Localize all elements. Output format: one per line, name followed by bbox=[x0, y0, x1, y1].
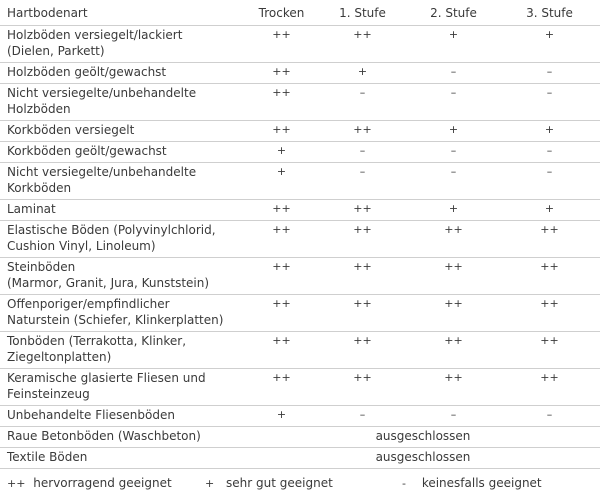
rating-level-3: – bbox=[499, 163, 600, 200]
rating-level-1: ++ bbox=[317, 26, 408, 63]
rating-level-2: + bbox=[408, 200, 499, 221]
floor-type-line: Unbehandelte Fliesenböden bbox=[7, 408, 175, 422]
floor-suitability-table bbox=[0, 3, 600, 469]
header-floor-type: Hartbodenart bbox=[0, 3, 246, 26]
table-row bbox=[0, 163, 600, 200]
floor-type-line: Korkböden versiegelt bbox=[7, 123, 135, 137]
rating-level-1: ++ bbox=[317, 369, 408, 406]
floor-type-cell bbox=[0, 142, 246, 163]
floor-type-cell bbox=[0, 332, 246, 369]
floor-type-line: Ziegeltonplatten) bbox=[7, 350, 112, 364]
floor-type-line: Elastische Böden (Polyvinylchlorid, bbox=[7, 223, 216, 237]
rating-level-1: – bbox=[317, 84, 408, 121]
legend-item-excellent bbox=[7, 474, 172, 493]
rating-level-2: + bbox=[408, 121, 499, 142]
table-row bbox=[0, 221, 600, 258]
rating-level-3: – bbox=[499, 63, 600, 84]
floor-type-line: Holzböden geölt/gewachst bbox=[7, 65, 167, 79]
rating-dry: + bbox=[246, 163, 317, 200]
floor-type-cell bbox=[0, 84, 246, 121]
rating-level-3: ++ bbox=[499, 369, 600, 406]
floor-type-line: (Dielen, Parkett) bbox=[7, 44, 105, 58]
header-level-1: 1. Stufe bbox=[317, 3, 408, 26]
floor-type-line: Steinböden bbox=[7, 260, 76, 274]
rating-level-2: – bbox=[408, 406, 499, 427]
rating-level-2: ++ bbox=[408, 369, 499, 406]
floor-type-cell bbox=[0, 221, 246, 258]
floor-type-line: Holzböden bbox=[7, 102, 71, 116]
rating-level-2: ++ bbox=[408, 295, 499, 332]
legend-label: hervorragend geeignet bbox=[33, 476, 172, 490]
rating-dry: + bbox=[246, 406, 317, 427]
floor-type-line: Textile Böden bbox=[7, 450, 88, 464]
floor-type-line: Korkböden geölt/gewachst bbox=[7, 144, 167, 158]
table-row bbox=[0, 369, 600, 406]
floor-type-cell bbox=[0, 163, 246, 200]
legend-item-unsuitable bbox=[402, 474, 542, 493]
table-row bbox=[0, 142, 600, 163]
floor-type-line: (Marmor, Granit, Jura, Kunststein) bbox=[7, 276, 210, 290]
table-row bbox=[0, 295, 600, 332]
rating-dry: ++ bbox=[246, 26, 317, 63]
rating-level-1: ++ bbox=[317, 200, 408, 221]
legend-label: keinesfalls geeignet bbox=[421, 476, 542, 490]
rating-level-3: ++ bbox=[499, 295, 600, 332]
legend-label: sehr gut geeignet bbox=[226, 476, 333, 490]
rating-level-3: – bbox=[499, 406, 600, 427]
table-header-row bbox=[0, 3, 600, 26]
rating-level-2: ++ bbox=[408, 332, 499, 369]
floor-type-line: Feinsteinzeug bbox=[7, 387, 90, 401]
floor-type-line: Nicht versiegelte/unbehandelte bbox=[7, 165, 197, 179]
rating-level-2: ++ bbox=[408, 258, 499, 295]
rating-dry: ++ bbox=[246, 258, 317, 295]
floor-type-line: Laminat bbox=[7, 202, 56, 216]
rating-level-3: – bbox=[499, 142, 600, 163]
table-row bbox=[0, 26, 600, 63]
rating-level-2: – bbox=[408, 163, 499, 200]
rating-level-2: – bbox=[408, 63, 499, 84]
floor-type-cell bbox=[0, 258, 246, 295]
rating-dry: ++ bbox=[246, 200, 317, 221]
excluded-cell: ausgeschlossen bbox=[246, 427, 600, 448]
rating-level-3: ++ bbox=[499, 221, 600, 258]
table-row bbox=[0, 200, 600, 221]
rating-level-1: ++ bbox=[317, 121, 408, 142]
floor-type-cell bbox=[0, 63, 246, 84]
floor-type-cell bbox=[0, 448, 246, 469]
rating-level-1: ++ bbox=[317, 295, 408, 332]
rating-level-1: ++ bbox=[317, 258, 408, 295]
rating-level-2: – bbox=[408, 84, 499, 121]
floor-type-line: Keramische glasierte Fliesen und bbox=[7, 371, 206, 385]
floor-type-line: Cushion Vinyl, Linoleum) bbox=[7, 239, 156, 253]
rating-level-3: + bbox=[499, 200, 600, 221]
table-body bbox=[0, 26, 600, 469]
table-row bbox=[0, 332, 600, 369]
excluded-cell: ausgeschlossen bbox=[246, 448, 600, 469]
floor-type-line: Holzböden versiegelt/lackiert bbox=[7, 28, 183, 42]
rating-dry: ++ bbox=[246, 63, 317, 84]
floor-type-line: Korkböden bbox=[7, 181, 72, 195]
floor-type-line: Raue Betonböden (Waschbeton) bbox=[7, 429, 201, 443]
floor-type-line: Nicht versiegelte/unbehandelte bbox=[7, 86, 197, 100]
rating-level-3: + bbox=[499, 26, 600, 63]
rating-level-3: + bbox=[499, 121, 600, 142]
rating-dry: ++ bbox=[246, 221, 317, 258]
header-dry: Trocken bbox=[246, 3, 317, 26]
legend-item-very-good bbox=[205, 474, 333, 493]
floor-type-cell bbox=[0, 26, 246, 63]
rating-level-3: – bbox=[499, 84, 600, 121]
rating-level-1: – bbox=[317, 142, 408, 163]
rating-level-2: ++ bbox=[408, 221, 499, 258]
floor-type-cell bbox=[0, 121, 246, 142]
rating-level-1: – bbox=[317, 406, 408, 427]
table-row bbox=[0, 406, 600, 427]
header-level-2: 2. Stufe bbox=[408, 3, 499, 26]
rating-level-3: ++ bbox=[499, 258, 600, 295]
floor-type-cell bbox=[0, 295, 246, 332]
legend bbox=[7, 474, 607, 492]
rating-dry: ++ bbox=[246, 332, 317, 369]
rating-level-1: + bbox=[317, 63, 408, 84]
legend-symbol: ++ bbox=[7, 477, 26, 490]
table-row bbox=[0, 258, 600, 295]
rating-level-1: – bbox=[317, 163, 408, 200]
floor-type-cell bbox=[0, 369, 246, 406]
floor-type-cell bbox=[0, 427, 246, 448]
rating-dry: + bbox=[246, 142, 317, 163]
rating-level-2: – bbox=[408, 142, 499, 163]
floor-type-cell bbox=[0, 200, 246, 221]
rating-level-2: + bbox=[408, 26, 499, 63]
legend-symbol: - bbox=[402, 477, 406, 490]
legend-symbol: + bbox=[205, 477, 215, 490]
rating-dry: ++ bbox=[246, 369, 317, 406]
rating-level-3: ++ bbox=[499, 332, 600, 369]
rating-dry: ++ bbox=[246, 84, 317, 121]
floor-type-line: Tonböden (Terrakotta, Klinker, bbox=[7, 334, 187, 348]
table-row bbox=[0, 84, 600, 121]
header-level-3: 3. Stufe bbox=[499, 3, 600, 26]
rating-level-1: ++ bbox=[317, 221, 408, 258]
rating-level-1: ++ bbox=[317, 332, 408, 369]
floor-type-line: Naturstein (Schiefer, Klinkerplatten) bbox=[7, 313, 224, 327]
floor-type-cell bbox=[0, 406, 246, 427]
rating-dry: ++ bbox=[246, 295, 317, 332]
rating-dry: ++ bbox=[246, 121, 317, 142]
table-row bbox=[0, 448, 600, 469]
table-row bbox=[0, 427, 600, 448]
table-row bbox=[0, 121, 600, 142]
floor-type-line: Offenporiger/empfindlicher bbox=[7, 297, 170, 311]
table-row bbox=[0, 63, 600, 84]
